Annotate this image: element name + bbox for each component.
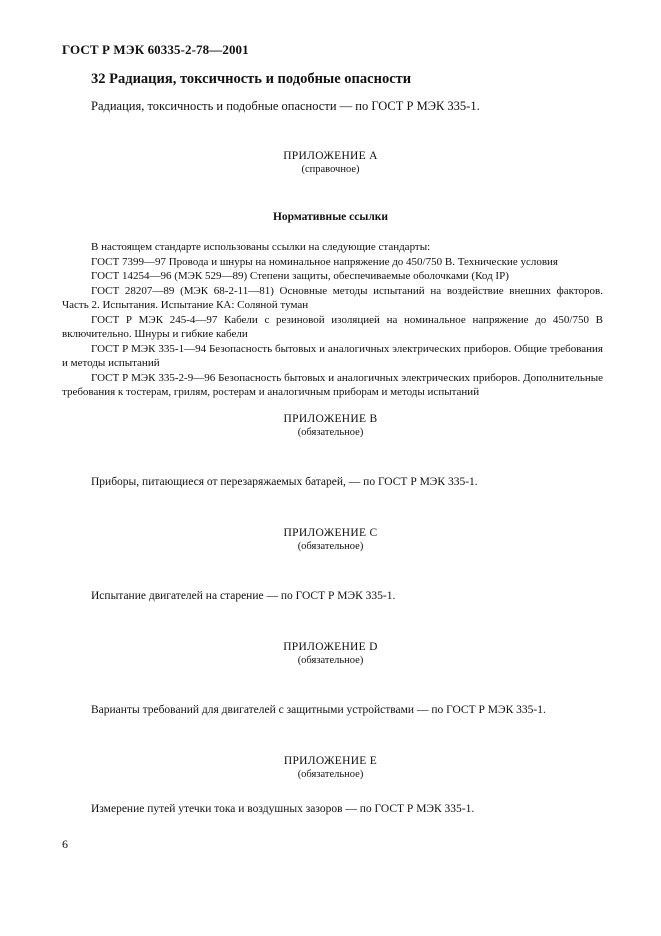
annex-d-header [0,641,661,667]
annex-c-title: ПРИЛОЖЕНИЕ С [283,527,378,539]
annex-b-header [0,413,661,439]
reference-item: ГОСТ Р МЭК 335-2-9—96 Безопасность бытовых и аналогичных электрических приборов. Дополнительные требования к тостерам, грилям, ростерам и аналогичным приборам и методы испытаний [62,371,603,398]
annex-c-text: Испытание двигателей на старение — по ГОСТ Р МЭК 335-1. [91,590,396,602]
annex-e-title: ПРИЛОЖЕНИЕ Е [283,755,378,767]
annex-c-type: (обязательное) [297,541,364,552]
page-number: 6 [62,837,68,851]
annex-b-text: Приборы, питающиеся от перезаряжаемых батарей, — по ГОСТ Р МЭК 335-1. [91,476,478,488]
annex-d-title: ПРИЛОЖЕНИЕ D [283,641,378,653]
section-32-title: 32 Радиация, токсичность и подобные опасности [91,71,412,87]
normative-references-heading: Нормативные ссылки [272,211,389,223]
annex-a-type: (справочное) [301,164,360,175]
normative-references-list [62,240,603,400]
annex-b-title: ПРИЛОЖЕНИЕ В [283,413,378,425]
reference-item: ГОСТ 14254—96 (МЭК 529—89) Степени защиты, обеспечиваемые оболочками (Код IP) [91,270,509,282]
annex-a-header [0,150,661,176]
references-intro: В настоящем стандарте использованы ссылки на следующие стандарты: [91,241,431,253]
annex-c-header [0,527,661,553]
annex-b-type: (обязательное) [297,427,364,438]
section-32-text: Радиация, токсичность и подобные опасности — по ГОСТ Р МЭК 335-1. [91,99,480,113]
annex-a-title: ПРИЛОЖЕНИЕ А [283,150,378,162]
annex-d-type: (обязательное) [297,655,364,666]
reference-item: ГОСТ Р МЭК 335-1—94 Безопасность бытовых и аналогичных электрических приборов. Общие требования и методы испытаний [62,342,603,369]
annex-e-text: Измерение путей утечки тока и воздушных зазоров — по ГОСТ Р МЭК 335-1. [91,803,475,815]
standard-code-header: ГОСТ Р МЭК 60335-2-78—2001 [62,42,249,57]
reference-item: ГОСТ 7399—97 Провода и шнуры на номинальное напряжение до 450/750 В. Технические условия [91,255,558,268]
annex-d-text: Варианты требований для двигателей с защитными устройствами — по ГОСТ Р МЭК 335-1. [91,704,546,716]
reference-item: ГОСТ 28207—89 (МЭК 68-2-11—81) Основные методы испытаний на воздействие внешних факторов. Часть 2. Испытания. Испытание КА: Соляной туман [62,284,603,311]
annex-e-type: (обязательное) [297,769,364,780]
annex-e-header [0,755,661,781]
reference-item: ГОСТ Р МЭК 245-4—97 Кабели с резиновой изоляцией на номинальное напряжение до 450/750 В включительно. Шнуры и гибкие кабели [62,313,603,340]
